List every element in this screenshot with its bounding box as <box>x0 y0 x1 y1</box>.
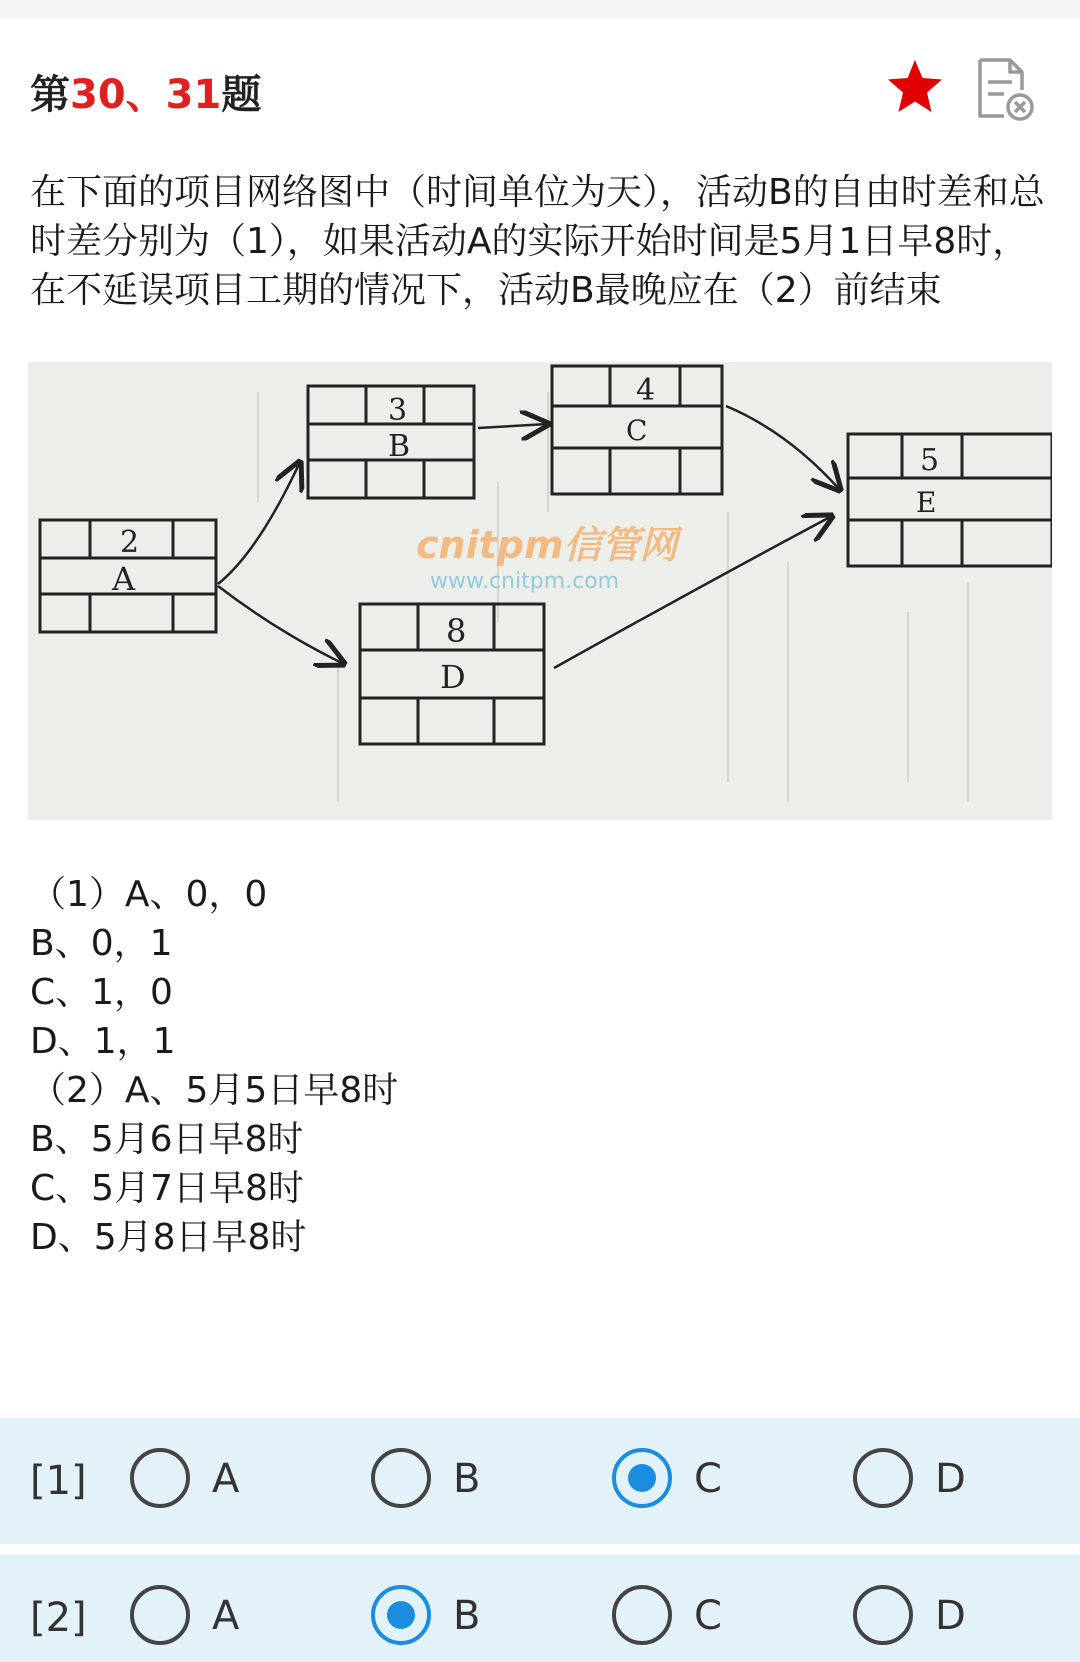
option-line: C、1，0 <box>30 972 173 1013</box>
option-line: C、5月7日早8时 <box>30 1168 304 1209</box>
watermark-url: www.cnitpm.com <box>430 569 620 594</box>
watermark: cnitpm信管网 <box>416 523 678 567</box>
node-d-duration: 8 <box>446 612 467 650</box>
radio-unchecked-icon[interactable] <box>130 1585 190 1645</box>
node-d-activity: D <box>440 658 466 696</box>
network-diagram <box>28 362 1052 820</box>
radio-unchecked-icon[interactable] <box>371 1448 431 1508</box>
option-line: B、5月6日早8时 <box>30 1119 304 1160</box>
question-title: 第30、31题 <box>30 72 262 118</box>
question-header <box>0 18 1080 168</box>
status-strip <box>0 0 1080 18</box>
option-line: （1）A、0，0 <box>30 874 268 915</box>
answer-row-1: [1] A B C D <box>0 1418 1080 1544</box>
answer-row-label: [1] <box>30 1458 87 1504</box>
node-b-duration: 3 <box>388 393 408 428</box>
radio-checked-icon[interactable] <box>371 1585 431 1645</box>
radio-checked-icon[interactable] <box>612 1448 672 1508</box>
option-line: B、0，1 <box>30 923 173 964</box>
node-a-activity: A <box>112 560 136 598</box>
node-c-duration: 4 <box>636 373 656 408</box>
node-b-activity: B <box>388 429 411 464</box>
node-c-activity: C <box>626 414 648 447</box>
network-diagram-image <box>28 362 1052 820</box>
radio-unchecked-icon[interactable] <box>853 1448 913 1508</box>
node-a-duration: 2 <box>120 525 140 560</box>
node-e-duration: 5 <box>920 443 940 478</box>
answer-row-label: [2] <box>30 1595 87 1641</box>
document-remove-icon[interactable] <box>972 54 1038 124</box>
option-line: D、1，1 <box>30 1021 176 1062</box>
star-icon[interactable] <box>884 56 946 118</box>
answer-row-2: [2] A B C D <box>0 1555 1080 1662</box>
radio-unchecked-icon[interactable] <box>612 1585 672 1645</box>
option-line: （2）A、5月5日早8时 <box>30 1070 399 1111</box>
node-e-activity: E <box>916 486 937 519</box>
radio-unchecked-icon[interactable] <box>853 1585 913 1645</box>
option-line: D、5月8日早8时 <box>30 1217 307 1258</box>
radio-unchecked-icon[interactable] <box>130 1448 190 1508</box>
question-stem: 在下面的项目网络图中（时间单位为天），活动B的自由时差和总时差分别为（1），如果活动A的实际开始时间是5月1日早8时，在不延误项目工期的情况下，活动B最晚应在（2）前结束 <box>30 172 1045 311</box>
option-list <box>30 870 930 1262</box>
node-e <box>848 434 1052 566</box>
